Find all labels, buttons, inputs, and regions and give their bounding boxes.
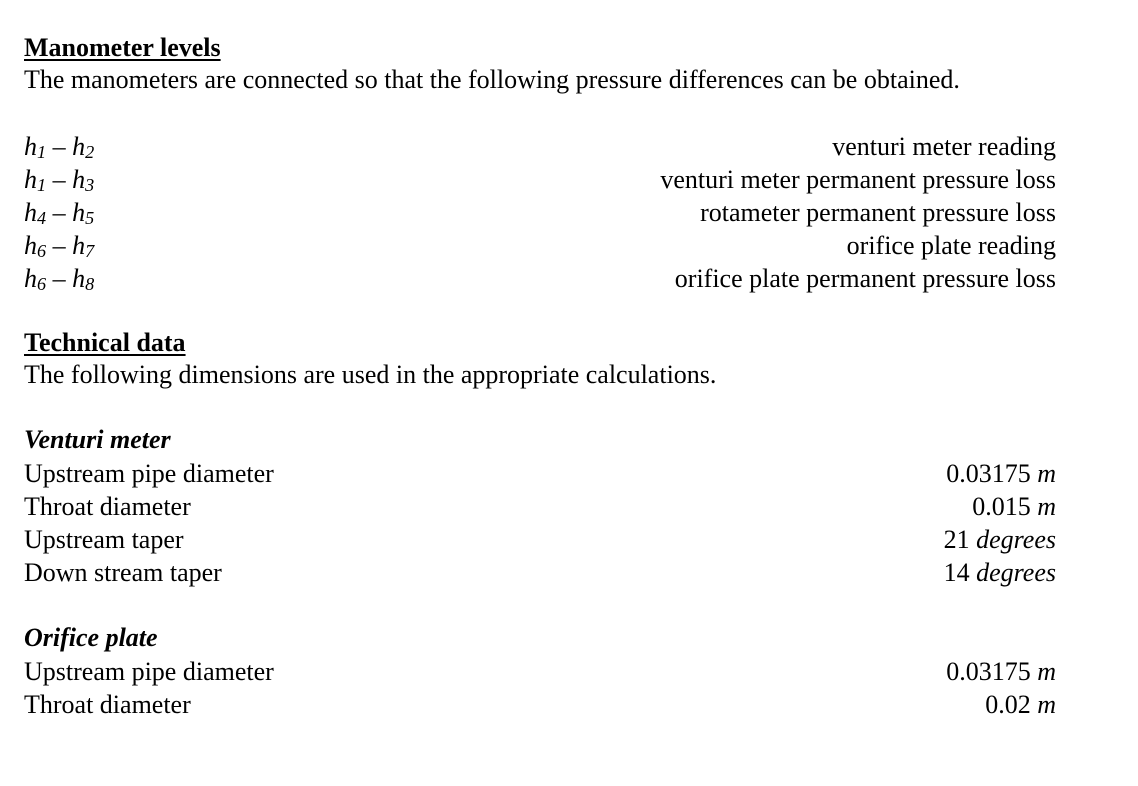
manometer-row: [24, 163, 1056, 196]
pressure-difference-description: rotameter permanent pressure loss: [700, 198, 1056, 227]
orifice-plate-subheading: Orifice plate: [24, 623, 158, 652]
dimension-value: 14 degrees: [943, 558, 1056, 587]
manometer-intro-text: The manometers are connected so that the following pressure differences can be obtained.: [24, 65, 960, 94]
orifice-table: [24, 655, 1056, 721]
pressure-difference-description: orifice plate reading: [846, 231, 1056, 260]
pressure-difference-expression: $h_6 - h_7$: [24, 231, 95, 262]
venturi-row: [24, 490, 1056, 523]
orifice-row: [24, 655, 1056, 688]
dimension-label: Throat diameter: [24, 492, 191, 521]
manometer-row: [24, 130, 1056, 163]
manometer-levels-heading: Manometer levels: [24, 33, 221, 62]
pressure-difference-expression: $h_1 - h_2$: [24, 132, 95, 163]
technical-data-heading: Technical data: [24, 328, 186, 357]
dimension-value: 0.015 m: [972, 492, 1056, 521]
orifice-row: [24, 688, 1056, 721]
venturi-table: [24, 457, 1056, 589]
manometer-row: [24, 229, 1056, 262]
manometer-row: [24, 262, 1056, 295]
manometer-table: [24, 130, 1056, 295]
pressure-difference-expression: $h_6 - h_8$: [24, 264, 95, 295]
dimension-value: 0.02 m: [985, 690, 1056, 719]
dimension-label: Upstream pipe diameter: [24, 459, 274, 488]
pressure-difference-description: venturi meter reading: [832, 132, 1056, 161]
technical-intro-text: The following dimensions are used in the appropriate calculations.: [24, 360, 717, 389]
venturi-row: [24, 556, 1056, 589]
venturi-meter-subheading: Venturi meter: [24, 425, 171, 454]
dimension-value: 0.03175 m: [946, 459, 1056, 488]
pressure-difference-description: venturi meter permanent pressure loss: [660, 165, 1056, 194]
pressure-difference-expression: $h_4 - h_5$: [24, 198, 95, 229]
dimension-value: 0.03175 m: [946, 657, 1056, 686]
pressure-difference-expression: $h_1 - h_3$: [24, 165, 95, 196]
dimension-label: Upstream pipe diameter: [24, 657, 274, 686]
dimension-label: Throat diameter: [24, 690, 191, 719]
dimension-label: Down stream taper: [24, 558, 222, 587]
venturi-row: [24, 457, 1056, 490]
pressure-difference-description: orifice plate permanent pressure loss: [674, 264, 1056, 293]
manometer-row: [24, 196, 1056, 229]
document-page: [24, 32, 1056, 721]
venturi-row: [24, 523, 1056, 556]
dimension-label: Upstream taper: [24, 525, 184, 554]
dimension-value: 21 degrees: [943, 525, 1056, 554]
